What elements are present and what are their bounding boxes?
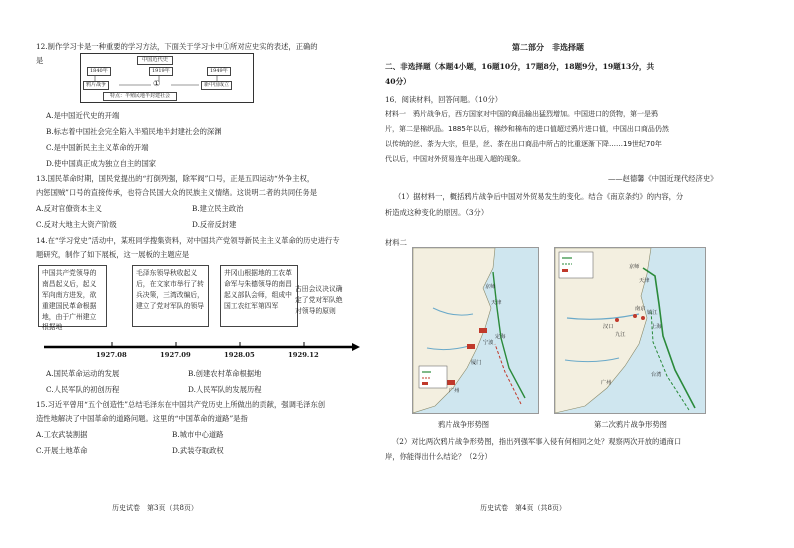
- map1-caption: 鸦片战争形势图: [438, 420, 490, 429]
- q12-stem-line2: 是: [36, 56, 44, 65]
- q12-stem-line1: 12.制作学习卡是一种重要的学习方法，下面关于学习卡中①所对应史实的表述，正确的: [36, 42, 318, 51]
- q14-board-cell-2: 毛泽东领导秋收起义后，在文家市举行了转兵决策，三湾改编后，建立了党对军队的领导: [132, 265, 209, 327]
- map2-label-shanghai: 上海: [651, 324, 662, 330]
- material1-line2: 片，第二是棉织品。1885年以后，棉纱和棉布的进口值超过鸦片进口值，中国出口商品仍然: [385, 125, 669, 133]
- q15-stem-line2: 造性地解决了中国革命的道路问题。这里的“中国革命的道路”是指: [36, 414, 248, 423]
- section-heading: 二、非选择题（本题4小题，16题10分，17题8分，18题9分，19题13分，共: [385, 62, 655, 71]
- card-feature: 特点：半殖民地半封建社会: [103, 92, 177, 101]
- q14-option-b[interactable]: B.创建农村革命根据地: [188, 369, 262, 378]
- timeline-label-2: 1927.09: [160, 351, 191, 359]
- q12-option-a[interactable]: A.是中国近代史的开端: [46, 111, 120, 120]
- section-heading-cont: 40分）: [385, 77, 411, 86]
- map1-label-dinghai: 定海: [495, 334, 506, 340]
- material1-source: ——赵德馨《中国近现代经济史》: [608, 174, 718, 183]
- q13-option-a[interactable]: A.反对官僚资本主义: [36, 204, 102, 213]
- q14-board-cell-4: 古田会议决议确定了党对军队绝对领导的原则: [295, 285, 343, 315]
- right-footer: 历史试卷 第4页（共8页）: [480, 504, 566, 512]
- timeline-label-3: 1928.05: [224, 351, 255, 359]
- q16-heading: 16．阅读材料，回答问题。（10分）: [385, 95, 503, 104]
- map2-label-capital: 京师: [629, 264, 640, 270]
- material2-label: 材料二: [385, 238, 407, 247]
- card-year-1840: 1840年: [87, 67, 111, 76]
- q16-1-line2: 析造成这种变化的原因。（3分）: [385, 208, 489, 217]
- q14-option-d[interactable]: D.人民军队的发展历程: [188, 385, 262, 394]
- map2-drawing: [555, 248, 705, 413]
- map2-label-taiwan: 台湾: [651, 372, 662, 378]
- q14-board-cell-3: 井冈山根据地的工农革命军与朱德领导的南昌起义部队会师，组成中国工农红军第四军: [220, 265, 298, 327]
- material1-line3: 以传统的丝、茶为大宗，但是，丝、茶在出口商品中所占的比重逐渐下降……19世纪70年: [385, 140, 662, 148]
- map1-label-guangzhou: 广州: [449, 388, 460, 394]
- card-top-label: 中国近代史: [137, 56, 173, 65]
- material1-line4: 代以后，中国对外贸易连年出现入超的现象。: [385, 155, 525, 163]
- card-opium-war: 鸦片战争: [83, 81, 109, 90]
- q16-1-line1: （1）据材料一，概括鸦片战争后中国对外贸易发生的变化。结合《南京条约》的内容，分: [394, 192, 684, 201]
- timeline-label-4: 1929.12: [288, 351, 319, 359]
- q13-option-b[interactable]: B.建立民主政治: [192, 204, 244, 213]
- q13-stem-line2: 内惩国贼”口号的直接传承，也符合民国大众的民族主义情绪。这说明二者的共同任务是: [36, 188, 318, 197]
- q12-option-c[interactable]: C.是中国新民主主义革命的开端: [46, 143, 149, 152]
- q14-stem-line1: 14.在“学习党史”活动中，某班同学搜集资料，对中国共产党领导新民主主义革命的历史进行专: [36, 236, 340, 245]
- q14-option-a[interactable]: A.国民革命运动的发展: [46, 369, 120, 378]
- timeline-label-1: 1927.08: [96, 351, 127, 359]
- map1-drawing: [413, 248, 538, 413]
- q12-option-d[interactable]: D.使中国真正成为独立自主的国家: [46, 159, 157, 168]
- map2-label-jiujiang: 九江: [615, 332, 626, 338]
- q14-stem-line2: 题研究，制作了如下展板，这一展板的主题应是: [36, 250, 190, 259]
- map1-label-capital: 京师: [485, 284, 496, 290]
- map1-label-ningbo: 宁波: [483, 340, 494, 346]
- map2-caption: 第二次鸦片战争形势图: [594, 420, 667, 429]
- map-opium-war: [412, 247, 539, 414]
- q13-option-d[interactable]: D.反帝反封建: [192, 220, 237, 229]
- map1-label-tianjin: 天津: [491, 300, 502, 306]
- card-year-1919: 1919年: [149, 67, 173, 76]
- q15-stem-line1: 15.习近平曾用“五个创造性”总结毛泽东在中国共产党历史上所做出的贡献，强调毛泽东创: [36, 400, 326, 409]
- q15-option-b[interactable]: B.城市中心道路: [172, 430, 224, 439]
- card-new-china: 新中国成立: [201, 81, 232, 90]
- q13-option-c[interactable]: C.反对大地主大资产阶级: [36, 220, 117, 229]
- card-year-1949: 1949年: [207, 67, 231, 76]
- map2-label-tianjin: 天津: [639, 278, 650, 284]
- q14-option-c[interactable]: C.人民军队的初创历程: [46, 385, 120, 394]
- q15-option-c[interactable]: C.开展土地革命: [36, 446, 88, 455]
- card-circle-1: ①: [153, 79, 161, 88]
- q12-option-b[interactable]: B.标志着中国社会完全陷入半殖民地半封建社会的深渊: [46, 127, 222, 136]
- q15-option-d[interactable]: D.武装夺取政权: [172, 446, 224, 455]
- material1-line1: 材料一 鸦片战争后，西方国家对中国的商品输出猛烈增加。中国进口的货物，第一是鸦: [385, 110, 658, 118]
- q15-option-a[interactable]: A.工农武装割据: [36, 430, 88, 439]
- map2-label-guangzhou: 广州: [601, 380, 612, 386]
- map-second-opium-war: [554, 247, 706, 414]
- map2-label-hankou: 汉口: [603, 324, 614, 330]
- q13-stem-line1: 13.国民革命时期，国民党提出的“打倒列强，除军阀”口号，正是五四运动“外争主权，: [36, 174, 315, 183]
- q16-2-line1: （2）对比两次鸦片战争形势图，指出列强军事入侵有何相同之处？观察两次开放的通商口: [392, 437, 682, 446]
- map1-label-xiamen: 厦门: [471, 360, 482, 366]
- q12-study-card: [80, 53, 254, 103]
- q14-board-cell-1: 中国共产党领导的南昌起义后，起义军向南方进发，欲重建国民革命根据地，由于广州建立根据地: [38, 265, 107, 327]
- q16-2-line2: 岸，你能得出什么结论？（2分）: [385, 452, 492, 461]
- map2-label-zhenjiang: 镇江: [647, 310, 658, 316]
- left-footer: 历史试卷 第3页（共8页）: [112, 504, 198, 512]
- part-title: 第二部分 非选择题: [512, 42, 584, 52]
- map2-label-nanjing: 南京: [635, 306, 646, 312]
